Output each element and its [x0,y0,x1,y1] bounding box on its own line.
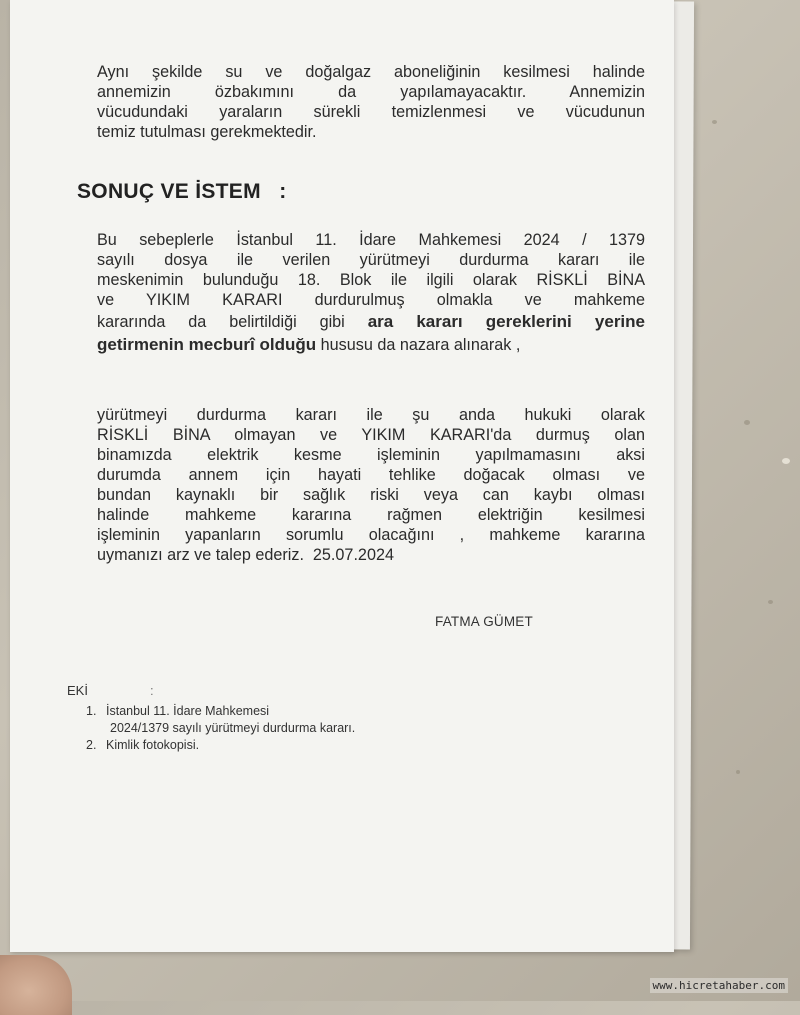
text-span: kararında da belirtildiği gibi [97,313,368,331]
bold-text: ara kararı gereklerini yerine [367,312,645,331]
text-line: Bu sebeplerle İstanbul 11. İdare Mahkemesi 2024 / 1379 [97,231,645,249]
text-span: hususu da nazara alınarak , [316,336,521,354]
text-line: yürütmeyi durdurma kararı ile şu anda hukuki olarak [97,406,645,424]
attachments-label: EKİ [67,683,88,698]
text-line: vücudundaki yaraların sürekli temizlenmesi ve vücudunun [97,103,645,121]
text-line: durumda annem için hayati tehlike doğacak olması ve [97,466,645,484]
text-line: işleminin yapanların sorumlu olacağını , mahkeme kararına [97,526,645,544]
attachment-item [86,703,355,720]
paragraph-1 [97,230,645,356]
attachment-number: 2. [86,738,97,752]
attachments-colon: : [150,683,154,698]
attachment-text: Kimlik fotokopisi. [106,738,200,752]
paragraph-2 [97,405,645,565]
text-line [97,333,645,356]
wall-stain [768,600,773,604]
text-line: bundan kaynaklı bir sağlık riski veya can kaybı olması [97,486,645,504]
text-line: uymanızı arz ve talep ederiz. 25.07.2024 [97,546,394,564]
thumb [0,955,72,1015]
text-line: annemizin özbakımını da yapılamayacaktır. Annemizin [97,83,645,101]
text-line: halinde mahkeme kararına rağmen elektriğin kesilmesi [97,506,645,524]
text-line: Aynı şekilde su ve doğalgaz aboneliğinin kesilmesi halinde [97,63,645,81]
text-line: sayılı dosya ile verilen yürütmeyi durdurma kararı ile [97,251,645,269]
attachment-item-continuation: 2024/1379 sayılı yürütmeyi durdurma kararı. [110,721,356,735]
section-heading: SONUÇ VE İSTEM : [77,180,287,203]
wall-stain [782,458,790,464]
watermark: www.hicretahaber.com [650,978,788,993]
wall-stain [712,120,717,124]
signature-name: FATMA GÜMET [435,614,533,629]
text-line [97,310,645,333]
text-line: temiz tutulması gerekmektedir. [97,123,317,141]
attachment-item [86,737,355,754]
text-line: RİSKLİ BİNA olmayan ve YIKIM KARARI'da durmuş olan [97,426,645,444]
text-line: meskenimin bulunduğu 18. Blok ile ilgili olarak RİSKLİ BİNA [97,271,645,289]
attachment-text: İstanbul 11. İdare Mahkemesi [106,704,270,718]
bold-text: getirmenin mecburî olduğu [97,335,317,354]
attachments-list [86,703,355,754]
wall-stain [744,420,750,425]
paragraph-top [97,62,645,142]
attachment-number: 1. [86,704,97,718]
wall-stain [736,770,740,774]
text-line: binamızda elektrik kesme işleminin yapılmamasını aksi [97,446,645,464]
text-line: ve YIKIM KARARI durdurulmuş olmakla ve mahkeme [97,291,645,309]
